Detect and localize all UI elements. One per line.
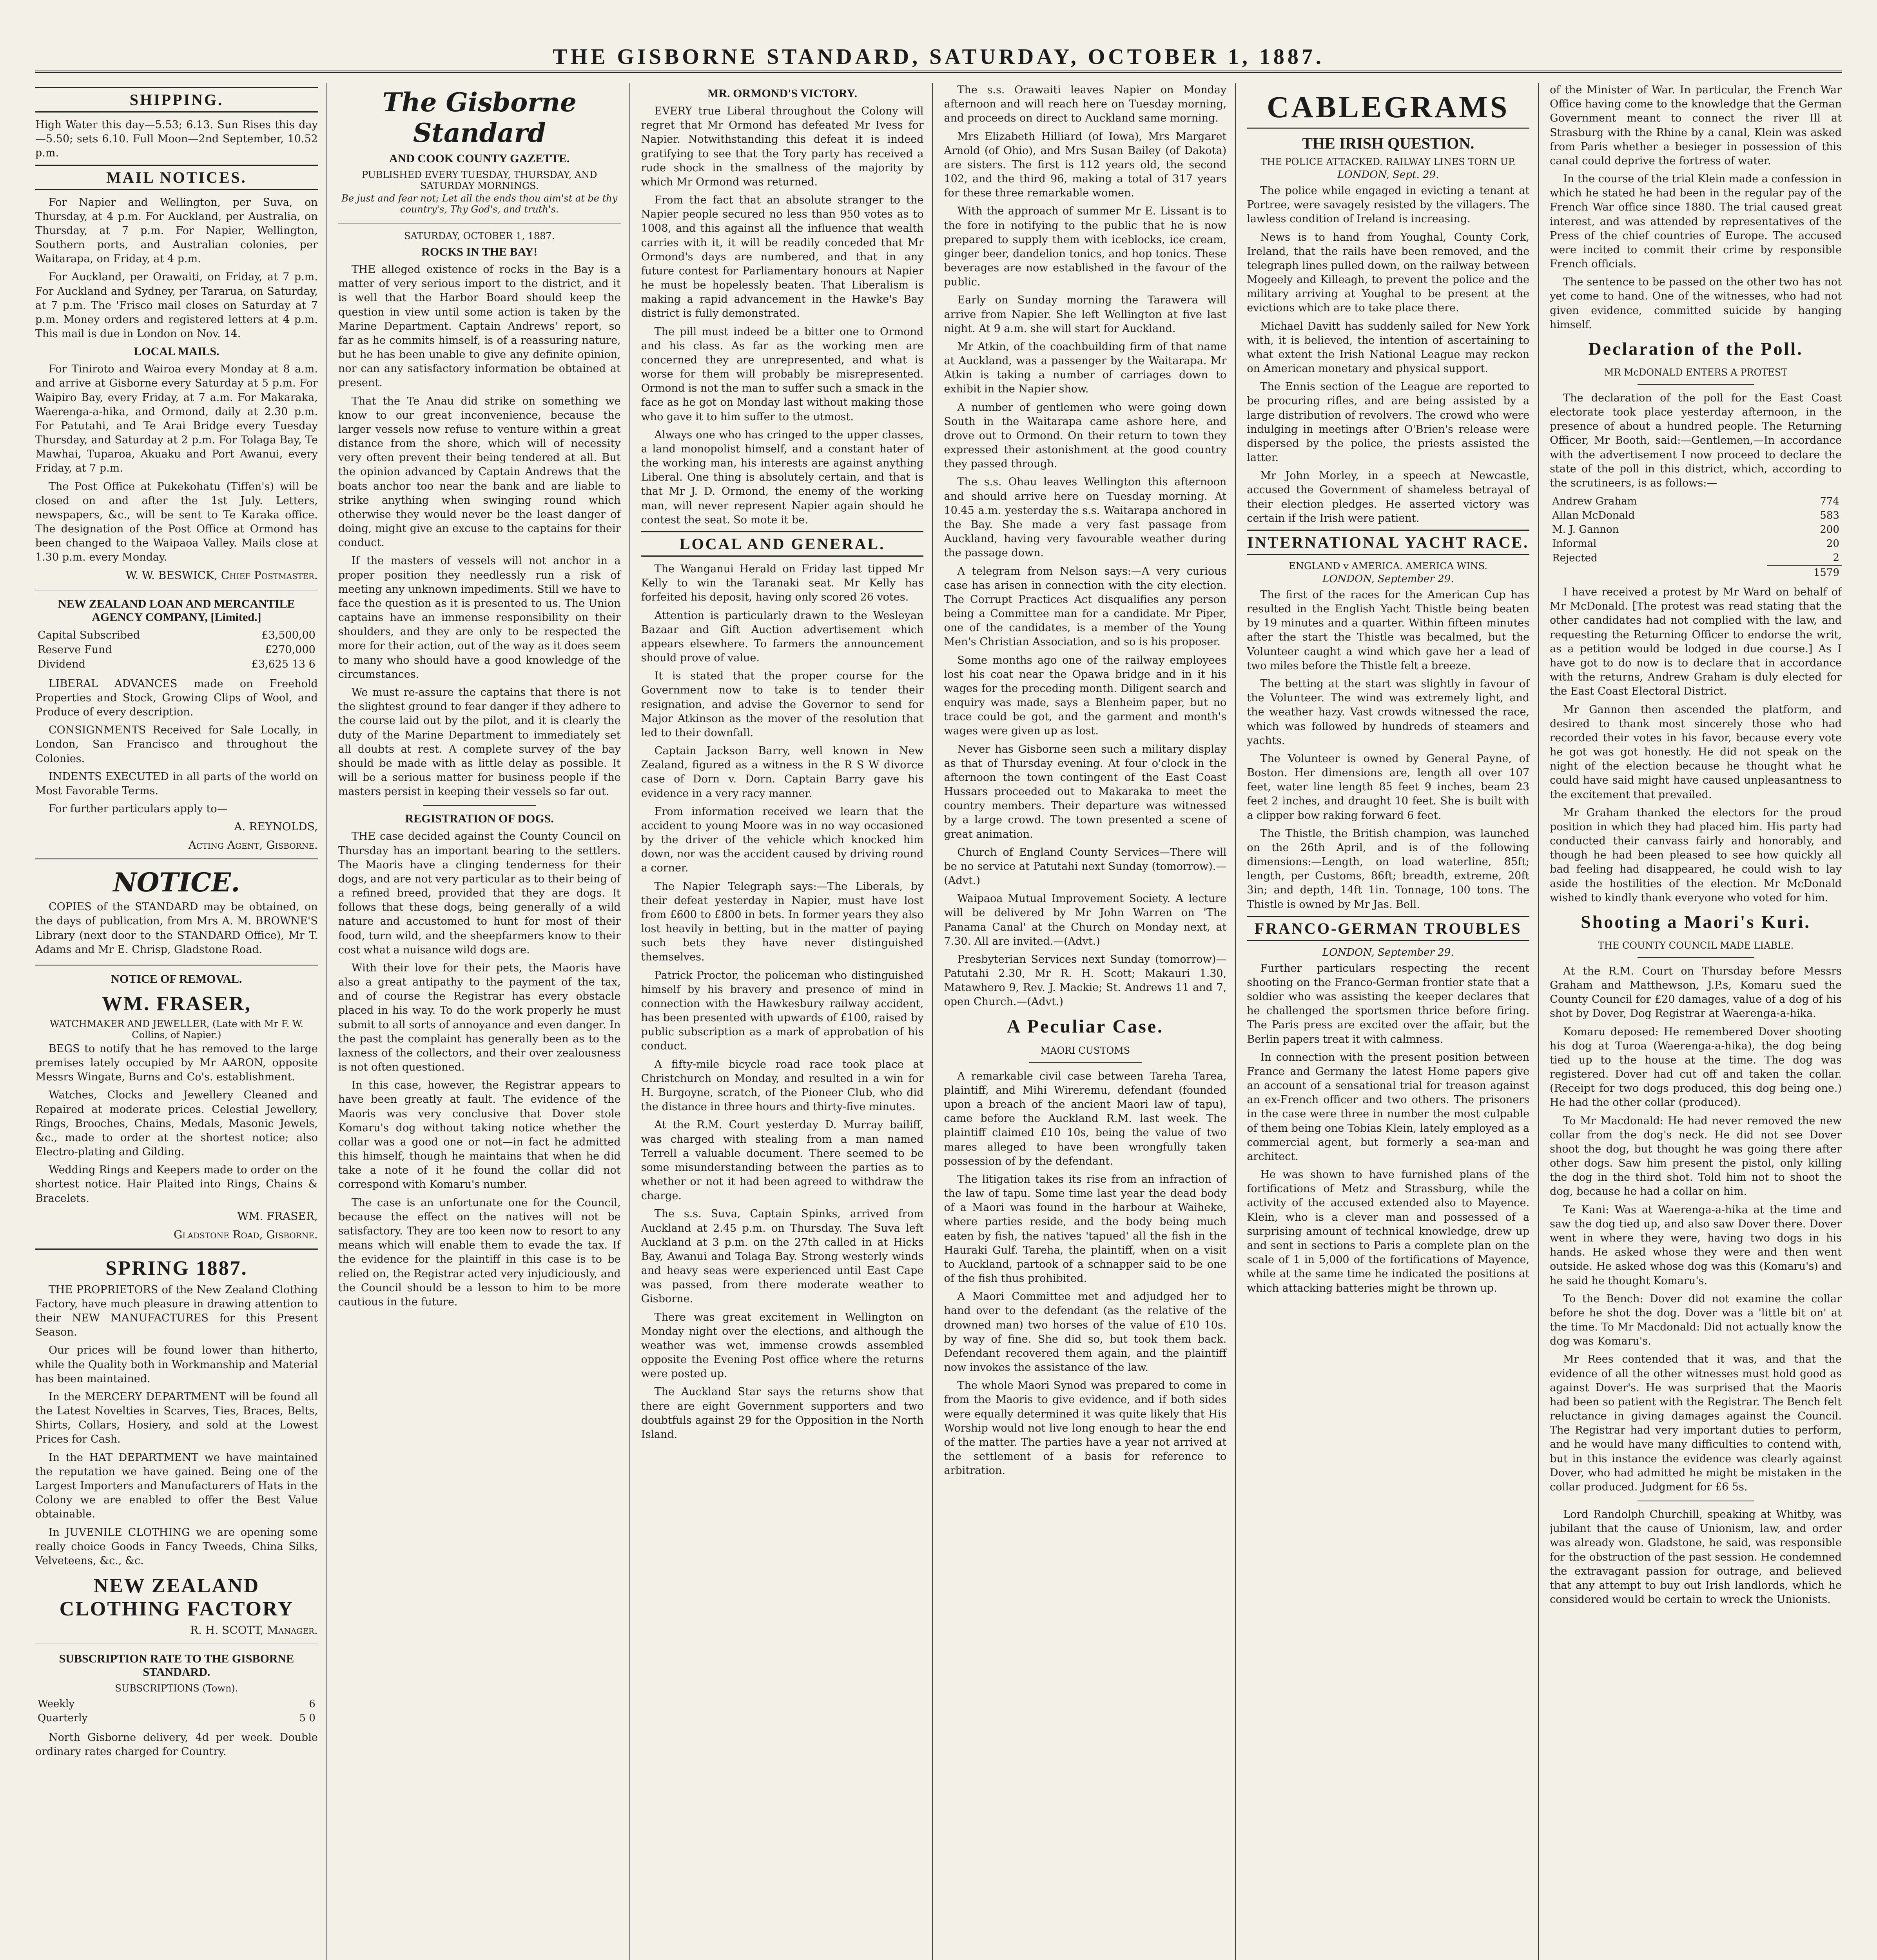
- kuri-text-2: Komaru deposed: He remembered Dover shooting his dog at Turoa (Waerenga-a-hika), the dog being tied up to the house at the time. The dog was registered. Dover had cut off and taken the collar. (Receipt for two dogs produced, this dog being one.) He had the other collar (produced).: [1550, 1025, 1842, 1109]
- local-mails-text: For Tiniroto and Wairoa every Monday at 8 a.m. and arrive at Gisborne every Saturday at 5 p.m. For Waipiro Bay, every Friday, at 7 a.m. For Makaraka, Waerenga-a-hika, and Ormond, daily at 2.30 p.m. For Patutahi, and Te Arai Bridge every Tuesday Thursday, and Saturday at 2 p.m. For Tolaga Bay, Te Mawhai, Tuparoa, Akuaku and Port Awanui, every Friday, at 7 p.m.: [35, 363, 318, 475]
- ormond-text-2: From the fact that an absolute stranger to the Napier people secured no less than 950 votes as to 1008, and this against all the influence that wealth carries with it, it will be readily conceded that Mr Ormond's days are numbered, and that in any future contest for Parliamentary honours at Napier he must be hopelessly beaten. That Liberalism is making a rapid advancement in the Hawke's Bay district is fully demonstrated.: [641, 194, 924, 320]
- publication-line: PUBLISHED EVERY TUESDAY, THURSDAY, AND SATURDAY MORNINGS.: [361, 169, 597, 191]
- dogs-heading: REGISTRATION OF DOGS.: [405, 812, 554, 826]
- editorial-text-3: If the masters of vessels will not anchor in a proper position they needlessly run a risk of meeting any unknown impediments. Still we have to face the question as it is presented to us. The Union captains have an immense responsibility on their shoulders, and they are only to be respected the more for their action, out of the way as it does seem to many who should have a good knowledge of the circumstances.: [338, 555, 621, 681]
- editorial-text-1: THE alleged existence of rocks in the Bay is a matter of very serious import to the district, and it is well that the Harbor Board should keep the question in view until some action is taken by the Marine Department. Captain Andrews' report, so far as he commits himself, is of a reassuring nature, but he has been unable to give any definite opinion, nor can any satisfactory information be obtained at present.: [338, 263, 621, 389]
- divider: [423, 805, 536, 806]
- poll-row: [1550, 508, 1842, 523]
- divider: [338, 222, 621, 223]
- page-masthead: THE GISBORNE STANDARD, SATURDAY, OCTOBER 1, 1887.: [35, 43, 1842, 73]
- removal-heading: NOTICE OF REMOVAL.: [111, 972, 242, 985]
- minister-text-2: In the course of the trial Klein made a confession in which he stated he had been in the regular pay of the French War office since 1880. The trial caused great interest, and was attended by representatives of the Press of the chief countries of Europe. The accused were incited to commit their crime by responsible French officials.: [1550, 173, 1842, 270]
- peculiar-case-subheading: MAORI CUSTOMS: [1040, 1045, 1130, 1056]
- bank-value: £270,000: [265, 643, 316, 656]
- agent-name: A. REYNOLDS,: [234, 820, 318, 833]
- postmaster-signature: W. W. BESWICK, Chief Postmaster.: [125, 568, 318, 582]
- irish-heading: THE IRISH QUESTION.: [1302, 134, 1474, 152]
- yacht-text-1: The first of the races for the American Cup has resulted in the English Yacht Thistle being beaten by 19 minutes and a quarter. Within fifteen minutes after the start the Thistle was becalmed, but the Volunteer caught a wind which gave her a lead of two miles before the Thistle felt a breeze.: [1247, 588, 1530, 672]
- subscription-value: 6: [309, 1698, 316, 1710]
- irish-text-4: The Ennis section of the League are reported to be procuring rifles, and are being assisted by a large distribution of revolvers. The crowd who were indulging in meetings after O'Brien's release were dispersed by the police, the priests assisted the latter.: [1247, 381, 1530, 464]
- kuri-text-6: Mr Rees contended that it was, and that the evidence of all the other witnesses must hold good as against Dover's. He was surprised that the Maoris had been so patient with the Registrar. The Bench felt reluctance in giving damages against the Council. The Registrar had very important duties to perform, and he would have many difficulties to contend with, but in this instance the evidence was clearly against Dover, who had admitted he might be mistaken in the collar produced. Judgment for £6 5s.: [1550, 1353, 1842, 1493]
- spring-text-4: In the HAT DEPARTMENT we have maintained the reputation we have gained. Being one of the Largest Importers and Manufacturers of Hats in the Colony we are enabled to offer the Best Value obtainable.: [35, 1451, 318, 1521]
- poll-candidate: Rejected: [1552, 552, 1598, 564]
- irish-text-5: Mr John Morley, in a speech at Newcastle, accused the Government of shameless betrayal of their election pledges. He asserted victory was certain if the Irish were patient.: [1247, 470, 1530, 524]
- local-item: Waipaoa Mutual Improvement Society. A lecture will be delivered by Mr John Warren on 'The Panama Canal' at the Church on Monday next, at 7.30. All are invited.—(Advt.): [944, 893, 1227, 947]
- paper-motto: Be just and fear not; Let all the ends thou aim'st at be thy country's, Thy God's, and truth's.: [341, 193, 618, 215]
- bank-text-1: LIBERAL ADVANCES made on Freehold Properties and Stock, Growing Clips of Wool, and Produce of every description.: [35, 677, 318, 718]
- irish-text-1: The police while engaged in evicting a tenant at Portree, were savagely resisted by the villagers. The lawless condition of Ireland is increasing.: [1247, 185, 1530, 225]
- column-2: [338, 83, 630, 1960]
- subscription-value: 5 0: [299, 1712, 316, 1724]
- bank-heading: NEW ZEALAND LOAN AND MERCANTILE AGENCY COMPANY, [Limited.]: [58, 597, 295, 624]
- irish-subheading: THE POLICE ATTACKED. RAILWAY LINES TORN UP.: [1260, 156, 1516, 167]
- bank-text-2: CONSIGNMENTS Received for Sale Locally, in London, San Francisco and throughout the Colonies.: [35, 724, 318, 765]
- yacht-heading: INTERNATIONAL YACHT RACE.: [1247, 530, 1529, 555]
- poll-candidate: Allan McDonald: [1552, 510, 1635, 522]
- divider: [35, 1248, 318, 1250]
- subscription-text: North Gisborne delivery, 4d per week. Double ordinary rates charged for Country.: [35, 1731, 318, 1758]
- cablegrams-heading: CABLEGRAMS: [1247, 87, 1529, 129]
- divider: [35, 589, 318, 590]
- subscription-row: [35, 1697, 318, 1711]
- local-item: The Napier Telegraph says:—The Liberals, by their defeat yesterday in Napier, must have lost from £600 to £800 in bets. In former years they also lost heavily in betting, but in the matter of paying such bets they have never distinguished themselves.: [641, 880, 924, 964]
- subscription-row: [35, 1711, 318, 1725]
- yacht-text-2: The betting at the start was slightly in favour of the Volunteer. The wind was extremely light, and the weather hazy. Vast crowds witnessed the race, which was followed by hundreds of steamers and yachts.: [1247, 677, 1530, 747]
- divider: [35, 1644, 318, 1645]
- minister-text-3: The sentence to be passed on the other two has not yet come to hand. One of the witnesses, who had not given evidence, committed suicide by hanging himself.: [1550, 276, 1842, 331]
- divider: [1638, 384, 1754, 385]
- fraser-text-2: Watches, Clocks and Jewellery Cleaned and Repaired at moderate prices. Celestial Jewellery, Rings, Brooches, Chains, Medals, Masonic Jewels, &c., made to order at the shortest notice; also Electro-plating and Gilding.: [35, 1089, 318, 1158]
- poll-votes: 20: [1826, 538, 1839, 550]
- poll-row: [1550, 551, 1842, 565]
- local-item: With the approach of summer Mr E. Lissant is to the fore in notifying to the public that he is now prepared to supply them with iceblocks, ice cream, ginger beer, dandelion tonics, and hop tonics. These beverages are now established in the favour of the public.: [944, 205, 1227, 289]
- bank-table: [35, 628, 318, 671]
- spring-text-2: Our prices will be found lower than hitherto, while the Quality both in Workmanship and Material has been maintained.: [35, 1344, 318, 1385]
- kuri-text-5: To the Bench: Dover did not examine the collar before he shot the dog. Dover was a 'little bit on' at the time. To Mr Macdonald: Did not actually know the dog was Komaru's.: [1550, 1292, 1842, 1348]
- franco-german-text-3: He was shown to have furnished plans of the fortifications of Metz and Strassburg, while the activity of the accused extended also to Mayence. Klein, who is a clever man and possessed of a surprising amount of technical knowledge, drew up and sent in sections to Paris a complete plan on the scale of 1 in 5,000 of the fortifications of Mayence, while at the same time he indicated the positions at which attacking batteries might be thrown up.: [1247, 1169, 1530, 1294]
- divider: [1029, 1062, 1142, 1063]
- local-item: Attention is particularly drawn to the Wesleyan Bazaar and Gift Auction advertisement which appears elsewhere. To farmers the announcement should prove of value.: [641, 609, 924, 664]
- irish-dateline: LONDON, Sept. 29.: [1337, 169, 1439, 181]
- mail-text-2: For Auckland, per Orawaiti, on Friday, at 7 p.m. For Auckland and Sydney, per Tararua, on Saturday, at 7 p.m. The 'Frisco mail closes on Saturday at 7 p.m. Money orders and registered letters at 4 p.m. This mail is due in London on Nov. 14.: [35, 271, 318, 340]
- bank-value: £3,500,00: [261, 629, 316, 641]
- local-item: There was great excitement in Wellington on Monday night over the elections, and although the weather was wet, immense crowds assembled opposite the Evening Post office where the returns were posted up.: [641, 1311, 924, 1380]
- editorial-text-4: We must re-assure the captains that there is not the slightest ground to fear danger if they adhere to the course laid out by the pilot, and it is clearly the duty of the Marine Department to immediately set all doubts at rest. A complete survey of the bay should be made with as little delay as possible. It will be a serious matter for business people if the masters persist in keeping their vessels so far out.: [338, 686, 621, 798]
- bank-label: Dividend: [38, 658, 86, 670]
- issue-date: SATURDAY, OCTOBER 1, 1887.: [404, 230, 555, 241]
- poll-votes: 200: [1820, 524, 1839, 536]
- ormond-text-4: Always one who has cringed to the upper classes, a land monopolist himself, and a constant hater of the working man, his interests are against anything Liberal. One thing is absolutely certain, and that is that Mr J. D. Ormond, the enemy of the working man, will never represent Napier again should he contest the seat. So mote it be.: [641, 428, 924, 526]
- irish-text-2: News is to hand from Youghal, County Cork, Ireland, that the rails have been removed, and the telegraph lines pulled down, on the railway between Mogeely and Killeagh, to prevent the police and the military arriving at Youghal to be present at the evictions which are to take place there.: [1247, 231, 1530, 314]
- local-general-heading: LOCAL AND GENERAL.: [641, 531, 924, 557]
- poll-heading: Declaration of the Poll.: [1588, 338, 1803, 359]
- poll-total: 1579: [1767, 565, 1842, 580]
- kuri-text-1: At the R.M. Court on Thursday before Messrs Graham and Matthewson, J.P.s, Komaru sued the County Council for £20 damages, value of a dog of his shot by Dover, Dog Registrar at Waerenga-a-hika.: [1550, 965, 1842, 1020]
- subscription-table: [35, 1697, 318, 1725]
- yacht-text-4: The Thistle, the British champion, was launched on the 26th April, and is of the following dimensions:—Length, on load waterline, 85ft; length, per Customs, 86ft; breadth, extreme, 20ft 3in; and depth, 14ft 1in. Tonnage, 100 tons. The Thistle is owned by Mr Jas. Bell.: [1247, 827, 1530, 911]
- nzcf-manager: R. H. SCOTT, Manager.: [190, 1624, 318, 1637]
- bank-label: Reserve Fund: [38, 643, 112, 656]
- churchill-text: Lord Randolph Churchill, speaking at Whitby, was jubilant that the cause of Unionism, law, and order was already won. Gladstone, he said, was responsible for the obstruction of the past session. He condemned the extravagant passion for outrage, and believed that any attempt to buy out Irish landlords, which he considered would be certain to wreck the Unionists.: [1550, 1508, 1842, 1606]
- bank-row: [35, 642, 318, 657]
- local-item: From information received we learn that the accident to young Moore was in no way occasioned by the driver of the vehicle which knocked him down, nor was the accident caused by driving round a corner.: [641, 805, 924, 875]
- poll-row: [1550, 537, 1842, 551]
- local-item: The s.s. Orawaiti leaves Napier on Monday afternoon and will reach here on Tuesday morning, and proceeds on direct to Auckland same morning.: [944, 84, 1227, 125]
- paper-nameplate: The Gisborne Standard: [382, 87, 577, 148]
- subscription-subheading: SUBSCRIPTIONS (Town).: [115, 1683, 238, 1694]
- poll-text-2: I have received a protest by Mr Ward on behalf of Mr McDonald. [The protest was read stating that the other candidates had not complied with the law, and requesting the Returning Officer to endorse the writ, as a petition would be lodged in due course.] As I have got to do now is to declare that in accordance with the returns, Andrew Graham is duly elected for the East Coast Electoral District.: [1550, 586, 1842, 698]
- fraser-text-3: Wedding Rings and Keepers made to order on the shortest notice. Hair Plaited into Rings, Chains & Bracelets.: [35, 1164, 318, 1205]
- bank-value: £3,625 13 6: [251, 658, 316, 670]
- shipping-heading: SHIPPING.: [35, 87, 318, 113]
- minister-text-1: of the Minister of War. In particular, the French War Office having come to the knowledge that the German Government meant to connect the river Ill at Strasburg with the Rhine by a canal, Klein was asked from Paris whether a besieger in possession of this canal could deprive the fortress of water.: [1550, 84, 1842, 167]
- poll-votes: 2: [1833, 552, 1839, 564]
- local-item: Presbyterian Services next Sunday (tomorrow)—Patutahi 2.30, Mr R. H. Scott; Makauri 1.30, Matawhero 9, Rev. J. Mackie; St. Andrews 11 and 7, open Church.—(Advt.): [944, 953, 1227, 1008]
- local-item: Never has Gisborne seen such a military display as that of Thursday evening. At four o'clock in the afternoon the town contingent of the East Coast Hussars proceeded out to Makaraka to meet the country members. Their departure was witnessed by a large crowd. The town presented a scene of great animation.: [944, 743, 1227, 840]
- notice-text: COPIES of the STANDARD may be obtained, on the days of publication, from Mrs A. M. BROWNE'S Library (next door to the STANDARD Office), Mr T. Adams and Mr E. Chrisp, Gladstone Road.: [35, 901, 318, 956]
- case-text-1: A remarkable civil case between Tareha Tarea, plaintiff, and Mihi Wireremu, defendant (founded upon a breach of the ancient Maori law of tapu), came before the Auckland R.M. last week. The plaintiff claimed £10 10s, being the value of two mares alleged to have been wrongfully taken possession of by the defendant.: [944, 1070, 1227, 1167]
- poll-votes: 583: [1820, 510, 1839, 522]
- franco-german-text-2: In connection with the present position between France and Germany the latest Home papers give an account of a sensational trial for treason against an ex-French officer and two others. The prisoners in the case were three in number the most culpable of them being one Tobias Klein, lately employed as a commercial agent, but formerly a sea-man and architect.: [1247, 1051, 1530, 1163]
- columns: [35, 83, 1842, 1960]
- divider: [1638, 957, 1754, 958]
- paper-subtitle: AND COOK COUNTY GAZETTE.: [389, 152, 570, 165]
- local-item: The Wanganui Herald on Friday last tipped Mr Kelly to win the Taranaki seat. Mr Kelly has forfeited his deposit, having only scored 26 votes.: [641, 563, 924, 604]
- bank-text-4: For further particulars apply to—: [49, 803, 228, 815]
- local-mails-heading: LOCAL MAILS.: [134, 345, 219, 358]
- local-item: Captain Jackson Barry, well known in New Zealand, figured as a witness in the R S W divorce case of Dorn v. Dorn. Captain Barry gave his evidence in a very racy manner.: [641, 745, 924, 800]
- poll-candidate: M. J. Gannon: [1552, 524, 1619, 536]
- poll-row: [1550, 523, 1842, 537]
- fraser-heading: WM. FRASER,: [102, 992, 251, 1015]
- local-item: The s.s. Suva, Captain Spinks, arrived from Auckland at 2.45 p.m. on Thursday. The Suva left Auckland at 3 p.m. on the 27th called in at Hicks Bay, Awanui and Tolaga Bay. Strong westerly winds and heavy seas were experienced until East Cape was passed, from there moderate weather to Gisborne.: [641, 1208, 924, 1305]
- kuri-text-4: Te Kani: Was at Waerenga-a-hika at the time and saw the dog tied up, and also saw Dover there. Dover went in where they were, having two dogs in his hands. He asked whose they were and then went outside. He asked whose dog was this (Komaru's) and he said he thought Komaru's.: [1550, 1203, 1842, 1287]
- spring-heading: SPRING 1887.: [105, 1257, 248, 1279]
- poll-votes: 774: [1820, 495, 1839, 508]
- column-4: [944, 83, 1236, 1960]
- bank-row: [35, 628, 318, 642]
- local-item: Mr Atkin, of the coachbuilding firm of that name at Auckland, was a passenger by the Waitarapa. Mr Atkin is taking a number of carriages down to exhibit in the Napier show.: [944, 340, 1227, 396]
- mail-text-1: For Napier and Wellington, per Suva, on Thursday, at 4 p.m. For Auckland, per Australia, on Thursday, at 7 p.m. For Napier, Wellington, Southern ports, and Australian colonies, per Waitarapa, on Friday, at 4 p.m.: [35, 196, 318, 265]
- dogs-text-1: THE case decided against the County Council on Thursday has an important bearing to the settlers. The Maoris have a clinging tenderness for their dogs, and are not very particular as to their being of a refined breed, provided that they are dogs. It follows that these dogs, being generally of a wild nature and accustomed to hunt for most of their food, turn wild, and the sheepfarmers know to their cost what a nuisance wild dogs are.: [338, 830, 621, 956]
- spring-text-3: In the MERCERY DEPARTMENT will be found all the Latest Novelties in Scarves, Ties, Braces, Belts, Shirts, Collars, Hosiery, and sold at the Lowest Prices for Cash.: [35, 1390, 318, 1446]
- local-item: A fifty-mile bicycle road race took place at Christchurch on Monday, and resulted in a win for H. Burgoyne, scratch, of the Pioneer Club, who did the distance in three hours and thirty-five minutes.: [641, 1058, 924, 1113]
- dogs-text-3: In this case, however, the Registrar appears to have been greatly at fault. The evidence of the Maoris was very conclusive that Dover stole Komaru's dog without taking notice whether the collar was a good one or not—in fact he admitted this himself, though he maintains that when he did take a note of it he found the collar did not correspond with Komaru's number.: [338, 1079, 621, 1191]
- peculiar-case-heading: A Peculiar Case.: [1007, 1016, 1164, 1037]
- local-item: At the R.M. Court yesterday D. Murray bailiff, was charged with stealing from a man named Terrell a valuable document. There seemed to be some misunderstanding between the parties as to whether or not it had been agreed to withdraw the charge.: [641, 1119, 924, 1202]
- poll-subheading: MR McDONALD ENTERS A PROTEST: [1604, 367, 1788, 378]
- local-item: Early on Sunday morning the Tarawera will arrive from Napier. She left Wellington at five last night. At 9 a.m. she will start for Auckland.: [944, 294, 1227, 335]
- poll-candidate: [1550, 565, 1767, 580]
- poll-text-4: Mr Graham thanked the electors for the proud position in which they had placed him. His party had conducted their canvass fairly and honorably, and though he had been pleased to see how quickly all bad feeling had disappeared, he could wish to lay aside the hostilities of the election. Mr McDonald wished to kindly thank everyone who voted for him.: [1550, 806, 1842, 904]
- local-item: A number of gentlemen who were going down South in the Waitarapa came ashore here, and drove out to Ormond. On their return to town they expressed their astonishment at the good country they passed through.: [944, 401, 1227, 470]
- local-item: Church of England County Services—There will be no service at Patutahi next Sunday (tomorrow).—(Advt.): [944, 846, 1227, 887]
- local-item: The Auckland Star says the returns show that there are eight Government supporters and two doubtfuls against 29 for the Opposition in the North Island.: [641, 1386, 924, 1441]
- local-item: Some months ago one of the railway employees lost his coat near the Opawa bridge and in it his wages for the preceding month. Diligent search and enquiry was made, says a Blenheim paper, but no trace could be got, and the garment and month's wages were given up as lost.: [944, 654, 1227, 737]
- divider: [35, 858, 318, 860]
- editorial-heading: ROCKS IN THE BAY!: [421, 245, 538, 258]
- fraser-signature: WM. FRASER,: [237, 1209, 318, 1223]
- case-text-3: A Maori Committee met and adjudged her to hand over to the defendant (as the relative of the drowned man) two horses of the value of £10 10s. by way of fine. She did so, but took them back. Defendant recovered them again, and the plaintiff now invokes the assistance of the law.: [944, 1290, 1227, 1374]
- franco-german-text-1: Further particulars respecting the recent shooting on the Franco-German frontier state that a soldier who was assisting the keeper declares that he challenged the sportsmen thrice before firing. The Paris press are excited over the affair, but the Berlin papers treat it with calmness.: [1247, 962, 1530, 1045]
- kuri-subheading: THE COUNTY COUNCIL MADE LIABLE.: [1598, 940, 1794, 951]
- kuri-text-3: To Mr Macdonald: He had never removed the new collar from the dog's neck. He did not see Dover shoot the dog, but thought he was going there after other dogs. Saw him present the pistol, only killing the dog in the third shot. Told him not to shoot the dog, because he had a collar on him.: [1550, 1114, 1842, 1198]
- subscription-label: Weekly: [38, 1698, 75, 1710]
- yacht-text-3: The Volunteer is owned by General Payne, of Boston. Her dimensions are, length all over 107 feet, water line length 85 feet 9 inches, beam 23 feet 2 inches, and draught 10 feet. She is built with a clipper bow raking forward 6 feet.: [1247, 752, 1530, 822]
- ormond-heading: MR. ORMOND'S VICTORY.: [707, 87, 857, 100]
- local-item: It is stated that the proper course for the Government now to take is to tender their resignation, and advise the Governor to send for Major Atkinson as the mover of the resolution that led to their downfall.: [641, 670, 924, 739]
- irish-text-3: Michael Davitt has suddenly sailed for New York with, it is believed, the intention of ascertaining to what extent the Irish National League may reckon on American monetary and physical support.: [1247, 320, 1530, 375]
- fraser-address: Gladstone Road, Gisborne.: [174, 1228, 318, 1241]
- mail-heading: MAIL NOTICES.: [35, 165, 318, 190]
- dogs-text-4: The case is an unfortunate one for the Council, because the effect on the natives will not be satisfactory. They are too keen now to resort to any means which will enable them to evade the tax. If the evidence for the plaintiff in this case is to be relied on, the Registrar acted very injudiciously, and the Council should be a lesson to him to be more cautious in the future.: [338, 1196, 621, 1308]
- poll-row: [1550, 494, 1842, 508]
- ormond-text-3: The pill must indeed be a bitter one to Ormond and his class. As far as the working men are concerned they are unrepresented, and what is worse for them will probably be misrepresented. Ormond is not the man to suffer such a smack in the face as he got on Monday last without making those who gave it to him suffer to the utmost.: [641, 325, 924, 423]
- editorial-text-2: That the Te Anau did strike on something we know to our great inconvenience, because the larger vessels now refuse to venture within a great distance from the shore, which will of necessity very often prevent their being tendered at all. But the opinion advanced by Captain Andrews that the boats anchor too near the bank and are liable to strike anything when swinging round which otherwise they would never be the least danger of doing, might give an excuse to the captains for their conduct.: [338, 395, 621, 549]
- case-text-2: The litigation takes its rise from an infraction of the law of tapu. Some time last year the dead body of a Maori was found in the harbour at Waiheke, where parties reside, and the body being much eaten by fish, the natives 'tapued' all the fish in the Hauraki Gulf. Tareha, the plaintiff, when on a visit to Auckland, partook of a schnapper said to be one of the fish thus prohibited.: [944, 1173, 1227, 1285]
- bank-label: Capital Subscribed: [38, 629, 140, 641]
- local-mails-text-2: The Post Office at Pukekohatu (Tiffen's) will be closed on and after the 1st July. Letters, newspapers, &c., will be sent to Te Karaka office. The designation of the Post Office at Ormond has been changed to the Waipaoa Valley. Mails close at 1.30 p.m. every Monday.: [35, 480, 318, 564]
- case-text-4: The whole Maori Synod was prepared to come in from the Maoris to give evidence, and if both sides were equally determined it was quite likely that His Worship would not live long enough to hear the end of the matter. The parties have a year not arrived at the settlement of a basis for reference to arbitration.: [944, 1379, 1227, 1477]
- local-item: Patrick Proctor, the policeman who distinguished himself by his bravery and presence of mind in connection with the Hawkesbury railway accident, has been presented with upwards of £100, raised by public subscription as a mark of approbation of his conduct.: [641, 969, 924, 1053]
- poll-candidate: Informal: [1552, 538, 1597, 550]
- poll-row-total: [1550, 565, 1842, 580]
- bank-row: [35, 657, 318, 671]
- local-item: Mrs Elizabeth Hilliard (of Iowa), Mrs Margaret Arnold (of Ohio), and Mrs Susan Bailey (of Dakota) are sisters. The first is 112 years old, the second 102, and the third 96, making a total of 317 years for these three remarkable women.: [944, 130, 1227, 200]
- franco-german-heading: FRANCO-GERMAN TROUBLES: [1247, 916, 1529, 941]
- notice-heading: NOTICE.: [113, 867, 240, 898]
- column-1: [35, 83, 327, 1960]
- bank-text-3: INDENTS EXECUTED in all parts of the world on Most Favorable Terms.: [35, 770, 318, 797]
- spring-text-1: THE PROPRIETORS of the New Zealand Clothing Factory, have much pleasure in drawing attention to their NEW MANUFACTURES for this Present Season.: [35, 1283, 318, 1339]
- shipping-text: High Water this day—5.53; 6.13. Sun Rises this day—5.50; sets 6.10. Full Moon—2nd September, 10.52 p.m.: [35, 119, 318, 160]
- poll-text-3: Mr Gannon then ascended the platform, and desired to thank most sincerely those who had recorded their votes in his favor, because every vote he got was got honestly. He did not speak on the night of the election because he thought what he could have said might have caused unpleasantness to the excitement that prevailed.: [1550, 703, 1842, 801]
- dogs-text-2: With their love for their pets, the Maoris have also a great antipathy to the payment of the tax, and of course the Registrar has every obstacle placed in his way. To do the work properly he must submit to all sorts of annoyance and even danger. In the past the complaint has generally been as to the laxness of the collectors, and their over zealousness is not often questioned.: [338, 962, 621, 1074]
- column-5: [1247, 83, 1539, 1960]
- fraser-text-1: BEGS to notify that he has removed to the large premises lately occupied by Mr AARON, opposite Messrs Wingate, Burns and Co's. establishment.: [35, 1042, 318, 1083]
- spring-text-5: In JUVENILE CLOTHING we are opening some really choice Goods in Fancy Tweeds, China Silks, Velveteens, &c., &c.: [35, 1526, 318, 1567]
- local-item: A telegram from Nelson says:—A very curious case has arisen in connection with the city election. The Corrupt Practices Act disqualifies any person being a Committee man for a candidate. Mr Piper, one of the candidates, is a member of the Young Men's Christian Association, and so is his proposer.: [944, 565, 1227, 648]
- nzcf-heading: NEW ZEALAND CLOTHING FACTORY: [59, 1575, 294, 1621]
- subscription-heading: SUBSCRIPTION RATE TO THE GISBORNE STANDARD.: [59, 1652, 294, 1679]
- franco-german-dateline: LONDON, September 29.: [1322, 946, 1454, 958]
- agent-role: Acting Agent, Gisborne.: [188, 838, 318, 852]
- poll-results-table: [1550, 494, 1842, 580]
- subscription-label: Quarterly: [38, 1712, 88, 1724]
- local-item: The s.s. Ohau leaves Wellington this afternoon and should arrive here on Tuesday morning. At 10.45 a.m. yesterday the s.s. Waitarapa anchored in the Bay. She made a very fast passage from Auckland, having very favourable weather during the passage down.: [944, 476, 1227, 559]
- column-6: [1550, 83, 1842, 1960]
- poll-candidate: Andrew Graham: [1552, 495, 1637, 508]
- poll-text-1: The declaration of the poll for the East Coast electorate took place yesterday afternoon, in the presence of about a hundred people. The Returning Officer, Mr Booth, said:—Gentlemen,—In accordance with the advertisement I now proceed to declare the state of the poll in this district, which, according to the scrutineers, is as follows:—: [1550, 392, 1842, 489]
- yacht-subheading: ENGLAND v AMERICA. AMERICA WINS.: [1289, 560, 1488, 572]
- divider: [35, 964, 318, 965]
- ormond-text-1: EVERY true Liberal throughout the Colony will regret that Mr Ormond has defeated Mr Ivess for Napier. Notwithstanding this defeat it is indeed gratifying to see that the Tory party has received a rude shock in the smallness of the majority by which Mr Ormond was returned.: [641, 105, 924, 188]
- kuri-heading: Shooting a Maori's Kuri.: [1581, 911, 1811, 932]
- column-3: [641, 83, 933, 1960]
- fraser-subheading: WATCHMAKER AND JEWELLER, (Late with Mr F. W. Collins, of Napier.): [49, 1018, 303, 1040]
- yacht-dateline: LONDON, September 29.: [1322, 573, 1454, 585]
